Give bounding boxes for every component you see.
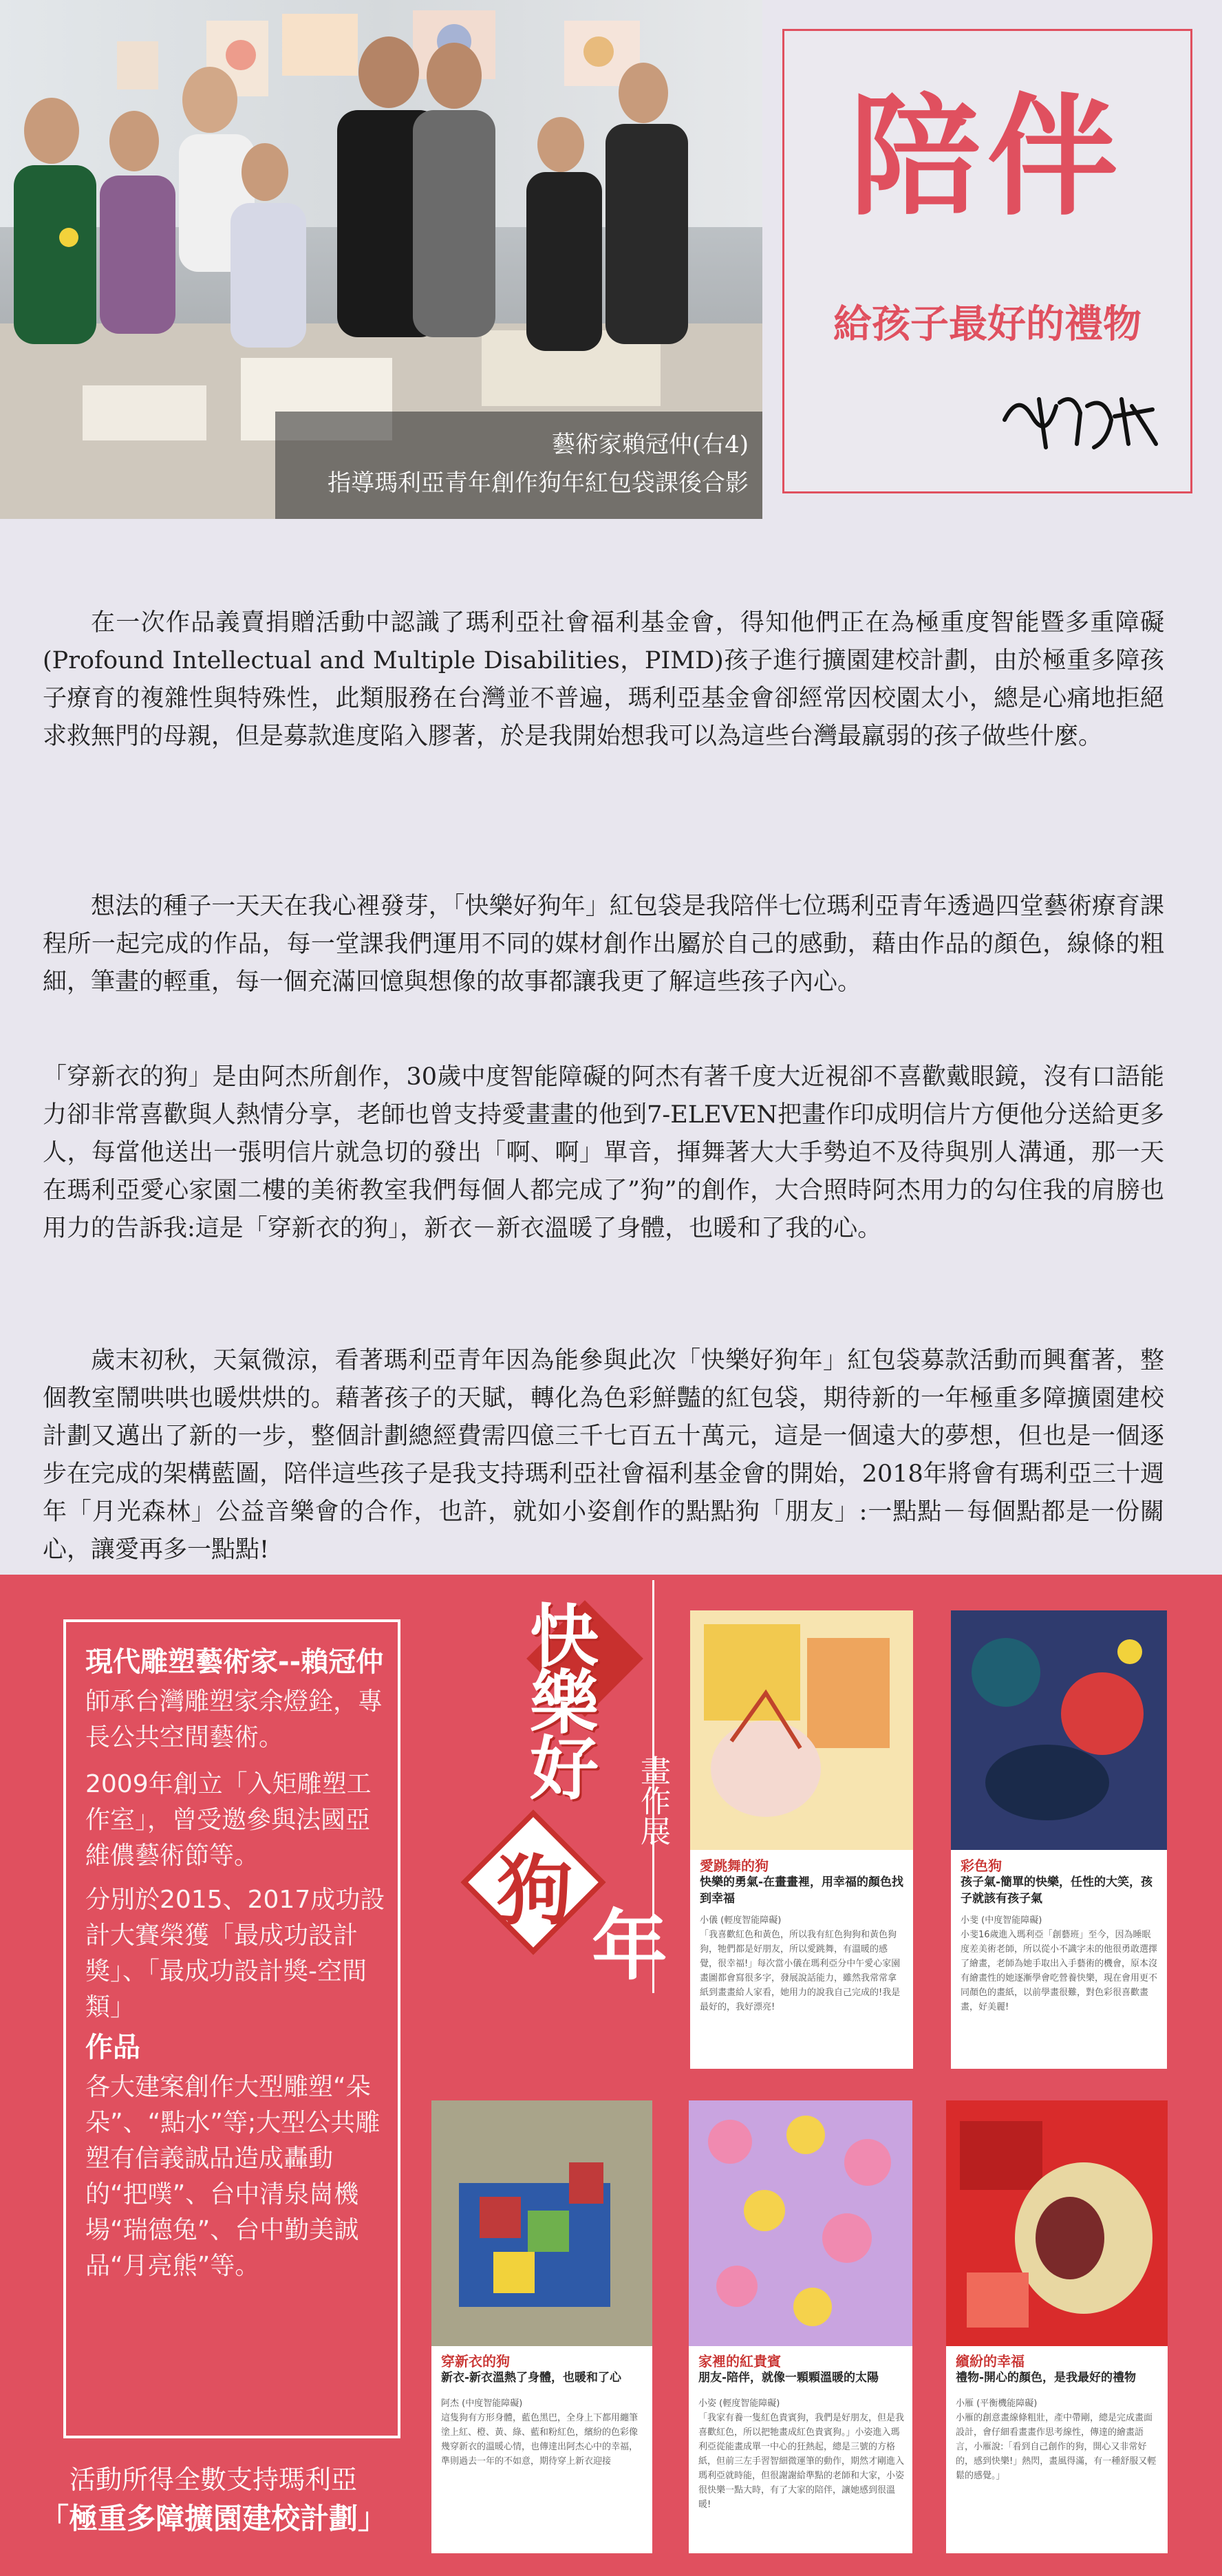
artwork-image-1 (690, 1610, 913, 1850)
exhibition-char-2: 樂 (530, 1662, 599, 1743)
card-body-2: 小斐 (中度智能障礙) 小斐16歲進入瑪利亞「創藝班」至今，因為睡眠度差美術老師，所以從小不識字未的他很勇敢選擇了繪畫，老師為她手取出入手藝術的機會，原本沒有繪畫性的她逐漸學會吃營養快樂，現在會用更不同顏色的畫紙，以前學畫很難，對色彩很喜歡畫畫，好美麗! (961, 1915, 1158, 2012)
card-body-4: 小姿 (輕度智能障礙) 「我家有養一隻紅色貴賓狗，我們是好朋友，但是我喜歡紅色，所以把牠畫成紅色貴賓狗。」小姿進入瑪利亞從能畫成單一中心的狂熱起，總是三號的方格紙，但前三左手習智細微運筆的動作，期然才剛進入瑪利亞就時能，但很謝謝給準點的老師和大家，小姿很快樂一點大時，有了大家的陪伴，讓她感到很溫暖! (698, 2398, 905, 2510)
bio-studio: 2009年創立「入矩雕塑工作室」，曾受邀參與法國亞維儂藝術節等。 (85, 1770, 372, 1870)
artist-bio-box (63, 1619, 400, 2438)
card-title-1: 愛跳舞的狗 (700, 1858, 769, 1874)
card-subtitle-2: 孩子氣-簡單的快樂，任性的大笑，孩子就該有孩子氣 (961, 1875, 1153, 1906)
card-title-2: 彩色狗 (961, 1858, 1002, 1874)
caption-line-2: 指導瑪利亞青年創作狗年紅包袋課後合影 (328, 469, 749, 497)
article-paragraph-3: 「穿新衣的狗」是由阿杰所創作，30歲中度智能障礙的阿杰有著千度大近視卻不喜歡戴眼鏡，沒有口語能力卻非常喜歡與人熱情分享，老師也曾支持愛畫畫的他到7-ELEVEN把畫作印成明信片方便他分送給更多人，每當他送出一張明信片就急切的發出「啊、啊」單音，揮舞著大大手勢迫不及待與別人溝通，那一天在瑪利亞愛心家園二樓的美術教室我們每個人都完成了”狗”的創作，大合照時阿杰用力的勾住我的肩膀也用力的告訴我:這是「穿新衣的狗」，新衣－新衣溫暖了身體，也暖和了我的心。 (43, 1063, 1164, 1242)
title-box (782, 29, 1192, 493)
artist-signature (991, 379, 1170, 461)
card-subtitle-3: 新衣-新衣溫熱了身體，也暖和了心 (441, 2371, 622, 2385)
exhibition-char-1: 快 (530, 1596, 599, 1677)
card-title-3: 穿新衣的狗 (441, 2353, 510, 2370)
exhibition-char-5: 年 (592, 1902, 667, 1990)
card-subtitle-5: 禮物-開心的顏色，是我最好的禮物 (956, 2371, 1137, 2385)
article-paragraph-2: 想法的種子一天天在我心裡發芽，「快樂好狗年」紅包袋是我陪伴七位瑪利亞青年透過四堂藝術療育課程所一起完成的作品，每一堂課我們運用不同的媒材創作出屬於自己的感動，藉由作品的顏色，線條的粗細，筆畫的輕重，每一個充滿回憶與想像的故事都讓我更了解這些孩子內心。 (43, 893, 1164, 996)
artwork-image-5 (946, 2100, 1168, 2346)
card-body-1: 小儀 (輕度智能障礙) 「我喜歡紅色和黃色，所以我有紅色狗狗和黃色狗狗，牠們都是好朋友，所以愛跳舞，有溫暖的感覺，很幸福!」每次當小儀在瑪利亞分中午愛心家園畫圖都會寫很多字，發展說話能力，雖然我常常拿紙到畫畫給人家看，她用力的說我自己完成的!我是最好的，我好漂亮! (700, 1915, 901, 2012)
footer-line-1: 活動所得全數支持瑪利亞 (69, 2465, 357, 2495)
card-title-5: 繽紛的幸福 (956, 2353, 1025, 2370)
card-body-5: 小雁 (平衡機能障礙) 小雁的創意畫線條粗壯，產中帶剛，總是完成畫面設計，會仔細看畫畫作思考線性，傳達的繪畫語言，小雁說:「看到自己創作的狗，開心又非常好的，感到快樂!」熱閃，畫風得滿，有一種舒服又輕鬆的感覺。」 (956, 2398, 1157, 2481)
exhibition-char-4: 狗 (497, 1846, 572, 1935)
card-subtitle-1: 快樂的勇氣-在畫畫裡，用幸福的顏色找到幸福 (700, 1875, 904, 1906)
article-paragraph-1: 在一次作品義賣捐贈活動中認識了瑪利亞社會福利基金會，得知他們正在為極重度智能暨多重障礙(Profound Intellectual and Multiple Disabilities，PIMD)孩子進行擴園建校計劃，由於極重多障孩子療育的複雜性與特殊性，此類服務在台灣並不普遍，瑪利亞基金會卻經常因校園太小，總是心痛地拒絕求救無門的母親，但是募款進度陷入膠著，於是我開始想我可以為這些台灣最羸弱的孩子做些什麼。 (43, 609, 1164, 750)
bio-heading: 現代雕塑藝術家--賴冠仲 (85, 1646, 384, 1678)
exhibition-tag: 畫作展 (635, 1755, 670, 1846)
works-heading: 作品 (85, 2032, 140, 2063)
card-title-4: 家裡的紅貴賓 (698, 2353, 781, 2370)
artwork-card-4 (689, 2100, 912, 2553)
group-photo (0, 0, 762, 519)
exhibition-logo (482, 1596, 688, 1990)
bio-awards: 分別於2015、2017成功設計大賽榮獲「最成功設計獎」、「最成功設計獎-空間類」 (85, 1886, 385, 2021)
artwork-card-2 (951, 1610, 1167, 2069)
page-title: 陪伴 (849, 80, 1125, 233)
photo-caption (275, 412, 762, 519)
works-text: 各大建案創作大型雕塑“朵朵”、“點水”等;大型公共雕塑有信義誠品造成轟動的“把噗”、台中清泉崗機場“瑞德兔”、台中勤美誠品“月亮熊”等。 (85, 2073, 380, 2280)
card-body-3: 阿杰 (中度智能障礙) 這隻狗有方形身體，藍色黑巴，全身上下都用纏筆塗上紅、橙、黃、綠、藍和粉紅色，繽紛的色彩像幾穿新衣的溫暖心情，也傳達出阿杰心中的幸福，準則過去一年的不如意，期待穿上新衣迎接 (441, 2398, 639, 2467)
artwork-card-5 (946, 2100, 1168, 2553)
artwork-image-3 (431, 2100, 652, 2346)
article-paragraph-4: 歲末初秋，天氣微涼，看著瑪利亞青年因為能參與此次「快樂好狗年」紅包袋募款活動而興奮著，整個教室鬧哄哄也暖烘烘的。藉著孩子的天賦，轉化為色彩鮮豔的紅包袋，期待新的一年極重多障擴園建校計劃又邁出了新的一步，整個計劃總經費需四億三千七百五十萬元，這是一個遠大的夢想，但也是一個逐步在完成的架構藍圖，陪伴這些孩子是我支持瑪利亞社會福利基金會的開始，2018年將會有瑪利亞三十週年「月光森林」公益音樂會的合作，也許，就如小姿創作的點點狗「朋友」:一點點－每個點都是一份關心，讓愛再多一點點! (43, 1347, 1164, 1564)
artwork-image-4 (689, 2100, 912, 2346)
exhibition-title (530, 1596, 599, 1809)
page-subtitle: 給孩子最好的禮物 (833, 301, 1141, 347)
artwork-card-3 (431, 2100, 652, 2553)
footer-line-2: 「極重多障擴園建校計劃」 (39, 2502, 387, 2535)
bio-intro: 師承台灣雕塑家余燈銓，專長公共空間藝術。 (85, 1688, 383, 1752)
artwork-image-2 (951, 1610, 1167, 1850)
card-subtitle-4: 朋友-陪伴，就像一顆顆溫暖的太陽 (698, 2371, 879, 2385)
artwork-card-1 (690, 1610, 913, 2069)
caption-line-1: 藝術家賴冠仲(右4) (551, 431, 749, 458)
exhibition-char-3: 好 (530, 1728, 599, 1809)
